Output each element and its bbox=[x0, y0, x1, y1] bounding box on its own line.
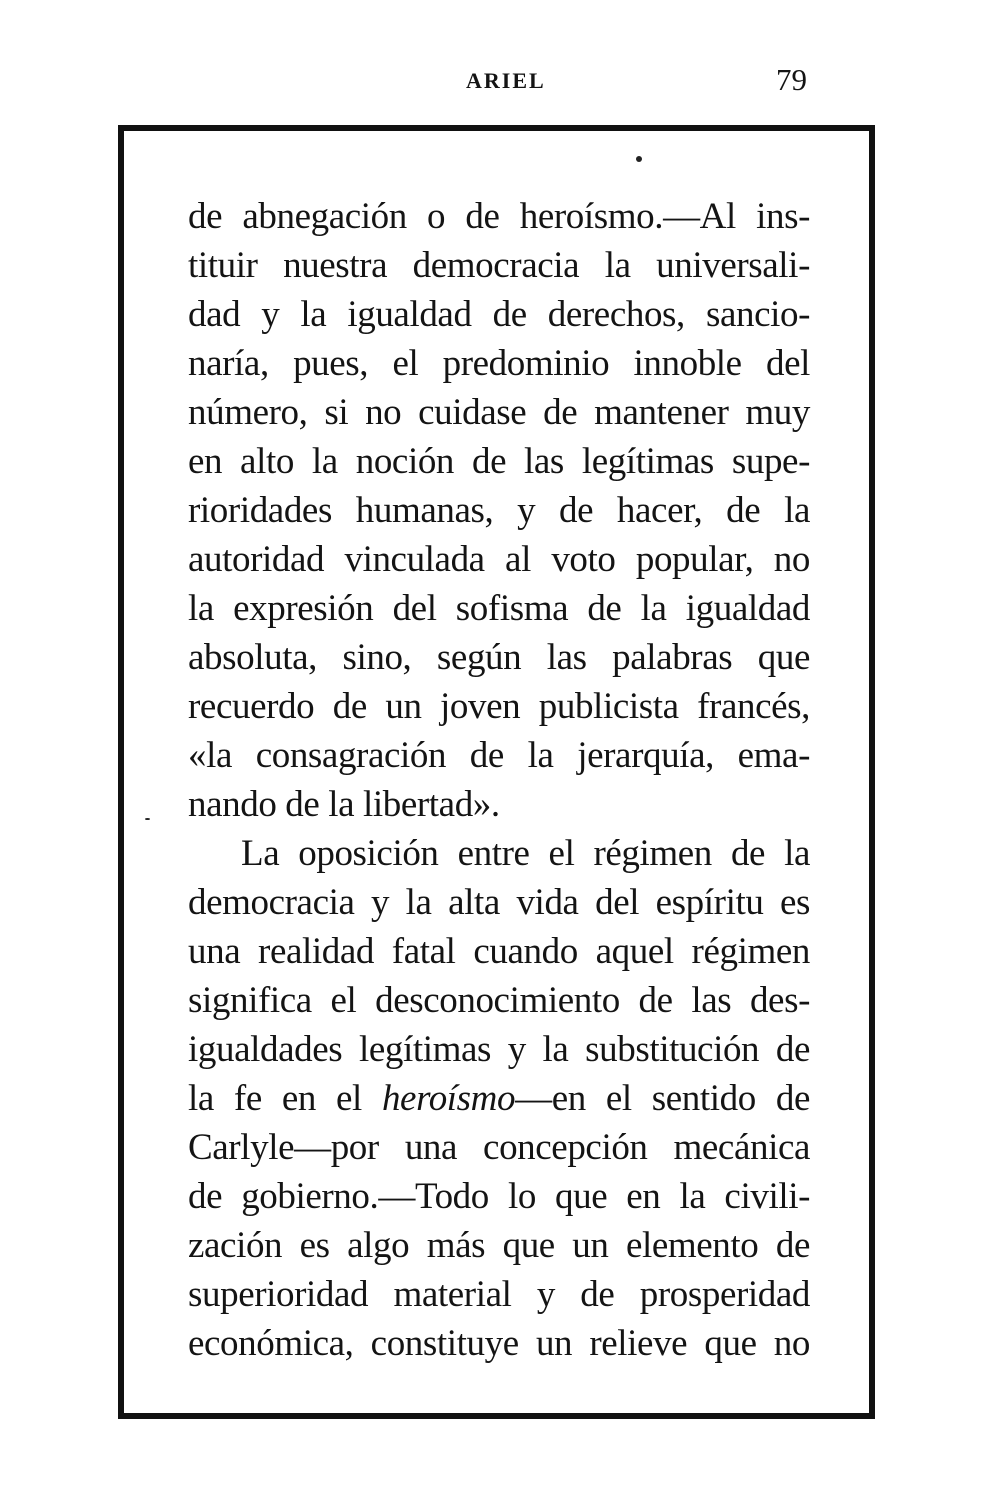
text-line: superioridad material y de prosperidad bbox=[188, 1274, 810, 1315]
page-number: 79 bbox=[776, 62, 807, 97]
text-line: de gobierno.—Todo lo que en la civili- bbox=[188, 1176, 810, 1217]
text-line: Carlyle—por una concepción mecánica bbox=[188, 1127, 810, 1168]
text-line: «la consagración de la jerarquía, ema- bbox=[188, 735, 810, 776]
text-line: igualdades legítimas y la substitución de bbox=[188, 1029, 810, 1070]
text-line: nando de la libertad». bbox=[188, 784, 500, 825]
text-line: tituir nuestra democracia la universali- bbox=[188, 245, 810, 286]
text-line: económica, constituye un relieve que no bbox=[188, 1323, 810, 1364]
text-line: significa el desconocimiento de las des- bbox=[188, 980, 810, 1021]
print-speck bbox=[145, 818, 150, 820]
text-line: número, si no cuidase de mantener muy bbox=[188, 392, 810, 433]
text-line: naría, pues, el predominio innoble del bbox=[188, 343, 810, 384]
text-line: en alto la noción de las legítimas supe- bbox=[188, 441, 810, 482]
text-line: una realidad fatal cuando aquel régimen bbox=[188, 931, 810, 972]
body-text bbox=[188, 192, 810, 1368]
text-line: La oposición entre el régimen de la bbox=[241, 833, 810, 874]
text-line-with-italic bbox=[188, 1074, 810, 1123]
text-line: de abnegación o de heroísmo.—Al ins- bbox=[188, 196, 810, 237]
text-line: dad y la igualdad de derechos, sancio- bbox=[188, 294, 810, 335]
italic-word: heroísmo bbox=[381, 1078, 516, 1119]
paragraph-1 bbox=[188, 192, 810, 829]
text-line: autoridad vinculada al voto popular, no bbox=[188, 539, 810, 580]
running-title: ARIEL bbox=[466, 68, 546, 93]
text-fragment: la fe en el bbox=[188, 1078, 382, 1119]
running-header bbox=[0, 62, 1000, 102]
print-speck bbox=[636, 156, 642, 162]
text-line: zación es algo más que un elemento de bbox=[188, 1225, 810, 1266]
text-line: absoluta, sino, según las palabras que bbox=[188, 637, 810, 678]
paragraph-2 bbox=[188, 829, 810, 1368]
text-line: rioridades humanas, y de hacer, de la bbox=[188, 490, 810, 531]
text-line: la expresión del sofisma de la igualdad bbox=[188, 588, 810, 629]
text-line: recuerdo de un joven publicista francés, bbox=[188, 686, 810, 727]
text-line: democracia y la alta vida del espíritu es bbox=[188, 882, 810, 923]
text-fragment: —en el sentido de bbox=[515, 1078, 810, 1119]
